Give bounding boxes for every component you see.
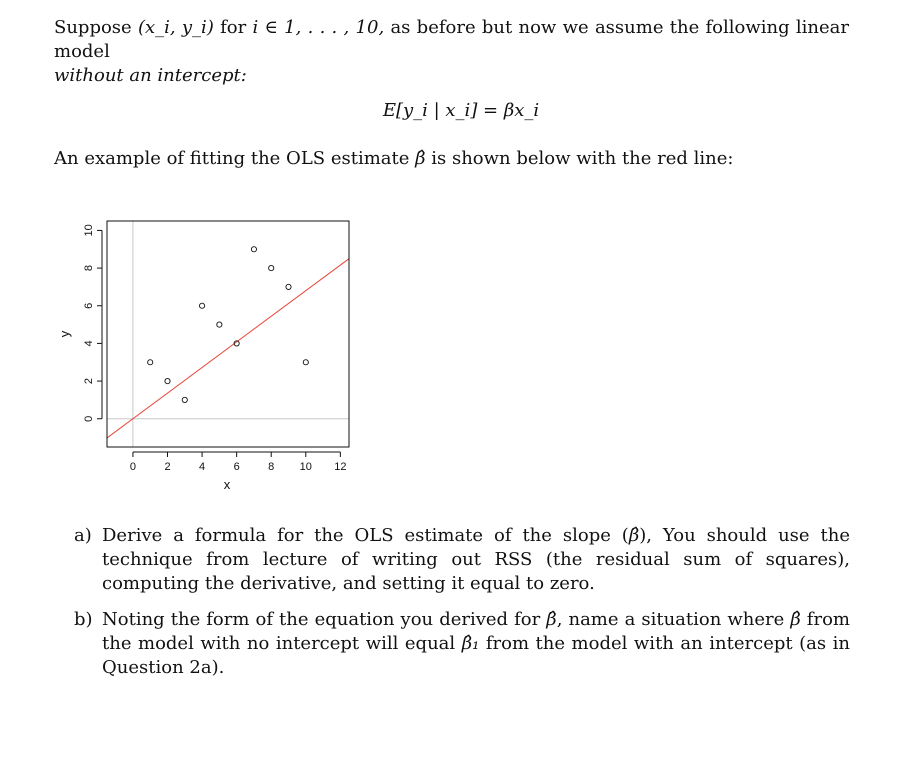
question-a-symbol: β̂ xyxy=(628,525,640,546)
y-axis-label: y xyxy=(57,330,72,338)
data-point-8 xyxy=(269,265,274,270)
question-a-marker: a) xyxy=(74,525,92,546)
data-points xyxy=(148,247,309,403)
y-tick-label-8: 8 xyxy=(82,265,95,272)
question-b xyxy=(74,608,850,680)
question-a-text-end: ), You should use the technique from lecture of writing out RSS (the residual sum of squares), computing the derivative, and setting it equal to zero. xyxy=(102,525,850,594)
question-b-symbol: β̂ xyxy=(546,609,557,630)
model-equation-text: E[y_i | x_i] = βx_i xyxy=(382,100,540,121)
y-tick-label-2: 2 xyxy=(82,378,95,385)
intro-index-range: i ∈ 1, . . . , 10, xyxy=(252,17,385,38)
y-tick-label-10: 10 xyxy=(82,224,95,237)
question-b-text-mid: , name a situation where xyxy=(556,609,791,630)
data-point-2 xyxy=(165,378,170,383)
x-tick-label-12: 12 xyxy=(334,461,347,473)
question-b-symbol3: β̂₁ xyxy=(461,633,480,654)
y-tick-label-0: 0 xyxy=(82,415,95,422)
intro-pair: (x_i, y_i) xyxy=(137,17,214,38)
intro-emphasis: without an intercept: xyxy=(54,65,247,86)
example-sentence xyxy=(54,147,733,171)
ols-fit-line xyxy=(107,259,349,438)
model-equation xyxy=(0,100,922,121)
intro-text-start: Suppose xyxy=(54,17,138,38)
data-point-5 xyxy=(217,322,222,327)
fit-line-group xyxy=(107,259,349,438)
question-b-text-mid2: from the model with no intercept will equal xyxy=(102,609,850,654)
example-text-start: An example of fitting the OLS estimate xyxy=(54,148,416,169)
x-axis-label: x xyxy=(223,477,231,492)
x-tick-label-2: 2 xyxy=(164,461,171,473)
data-point-1 xyxy=(148,360,153,365)
data-point-7 xyxy=(251,247,256,252)
reference-lines xyxy=(107,221,349,447)
example-text-end: is shown below with the red line: xyxy=(425,148,734,169)
data-point-10 xyxy=(303,360,308,365)
x-axis xyxy=(130,452,347,473)
scatter-plot xyxy=(50,205,370,505)
question-a-text-start: Derive a formula for the OLS estimate of the slope ( xyxy=(102,525,629,546)
x-tick-label-10: 10 xyxy=(299,461,312,473)
y-tick-label-4: 4 xyxy=(82,340,95,347)
x-tick-label-4: 4 xyxy=(199,461,206,473)
y-tick-label-6: 6 xyxy=(82,302,95,309)
intro-text-mid: as before but now we assume the following linear model xyxy=(54,17,849,62)
question-list xyxy=(74,524,850,692)
question-b-symbol2: β̂ xyxy=(790,609,801,630)
question-a xyxy=(74,524,850,596)
data-point-3 xyxy=(182,397,187,402)
y-axis xyxy=(83,224,102,422)
x-tick-label-6: 6 xyxy=(233,461,240,473)
intro-paragraph xyxy=(54,16,849,88)
plot-frame xyxy=(107,221,349,447)
intro-for-text: for xyxy=(213,17,253,38)
question-b-marker: b) xyxy=(74,609,93,630)
example-beta-hat: β̂ xyxy=(415,148,426,169)
x-tick-label-0: 0 xyxy=(129,461,136,473)
x-tick-label-8: 8 xyxy=(268,461,275,473)
data-point-9 xyxy=(286,284,291,289)
data-point-4 xyxy=(199,303,204,308)
question-b-text-end: from the model with an intercept (as in Question 2a). xyxy=(102,633,850,678)
question-b-text-start: Noting the form of the equation you derived for xyxy=(102,609,547,630)
